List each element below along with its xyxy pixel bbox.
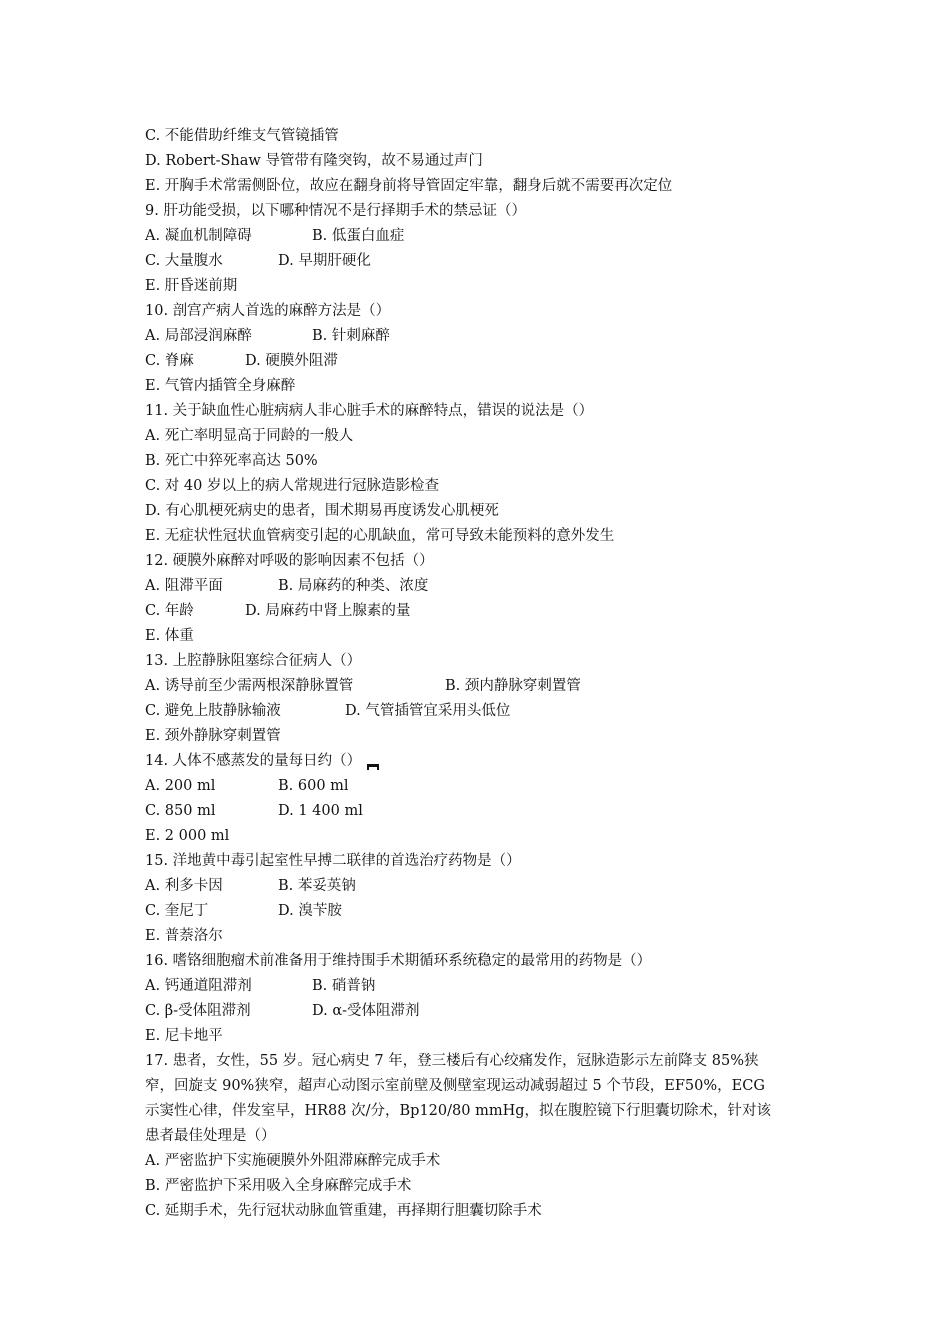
option-text: A. 局部浸润麻醉 xyxy=(145,328,252,344)
question-text: 14. 人体不感蒸发的量每日约（） xyxy=(145,753,362,769)
option-row xyxy=(145,224,805,249)
option-row xyxy=(145,774,805,799)
text-line xyxy=(145,1099,805,1124)
line-text: 9. 肝功能受损，以下哪种情况不是行择期手术的禁忌证（） xyxy=(145,203,526,219)
text-line xyxy=(145,449,805,474)
option-row xyxy=(145,899,805,924)
line-text: C. 对 40 岁以上的病人常规进行冠脉造影检查 xyxy=(145,478,439,494)
text-line xyxy=(145,849,805,874)
option-text: C. 年龄 xyxy=(145,603,194,619)
option-row xyxy=(145,799,805,824)
option-row xyxy=(145,699,805,724)
option-text: C. 850 ml xyxy=(145,803,216,819)
line-text: 11. 关于缺血性心脏病病人非心脏手术的麻醉特点，错误的说法是（） xyxy=(145,403,594,419)
text-line xyxy=(145,1174,805,1199)
line-text: E. 体重 xyxy=(145,628,194,644)
option-text: B. 颈内静脉穿刺置管 xyxy=(445,678,581,694)
text-line xyxy=(145,474,805,499)
option-row xyxy=(145,674,805,699)
line-text: C. 不能借助纤维支气管镜插管 xyxy=(145,128,339,144)
line-text: D. 有心肌梗死病史的患者，围术期易再度诱发心肌梗死 xyxy=(145,503,499,519)
line-text: 15. 洋地黄中毒引起室性早搏二联律的首选治疗药物是（） xyxy=(145,853,521,869)
option-row xyxy=(145,599,805,624)
text-line xyxy=(145,949,805,974)
text-line xyxy=(145,549,805,574)
line-text: E. 开胸手术常需侧卧位，故应在翻身前将导管固定牢靠，翻身后就不需要再次定位 xyxy=(145,178,673,194)
line-text: 16. 嗜铬细胞瘤术前准备用于维持围手术期循环系统稳定的最常用的药物是（） xyxy=(145,953,652,969)
option-text: B. 针刺麻醉 xyxy=(312,328,390,344)
line-text: 13. 上腔静脉阻塞综合征病人（） xyxy=(145,653,362,669)
option-text: D. 气管插管宜采用头低位 xyxy=(345,703,511,719)
option-text: D. α-受体阻滞剂 xyxy=(312,1003,420,1019)
option-text: A. 钙通道阻滞剂 xyxy=(145,978,252,994)
text-line xyxy=(145,1049,805,1074)
option-text: C. 大量腹水 xyxy=(145,253,223,269)
text-line xyxy=(145,299,805,324)
text-line xyxy=(145,624,805,649)
text-line xyxy=(145,1199,805,1224)
line-text: 17. 患者，女性，55 岁。冠心病史 7 年，登三楼后有心绞痛发作，冠脉造影示左前降支 85%狭 xyxy=(145,1053,759,1069)
line-text: D. Robert-Shaw 导管带有隆突钩，故不易通过声门 xyxy=(145,153,483,169)
option-text: C. 避免上肢静脉输液 xyxy=(145,703,281,719)
line-text: 窄，回旋支 90%狭窄，超声心动图示室前壁及侧壁室现运动减弱超过 5 个节段，EF50%，ECG xyxy=(145,1078,765,1094)
option-text: C. 奎尼丁 xyxy=(145,903,209,919)
option-text: A. 阻滞平面 xyxy=(145,578,223,594)
option-text: A. 凝血机制障碍 xyxy=(145,228,252,244)
text-line xyxy=(145,924,805,949)
line-text: E. 颈外静脉穿刺置管 xyxy=(145,728,281,744)
option-row xyxy=(145,249,805,274)
text-line xyxy=(145,1074,805,1099)
option-row xyxy=(145,349,805,374)
text-line xyxy=(145,374,805,399)
line-text: E. 2 000 ml xyxy=(145,828,230,844)
line-text: E. 无症状性冠状血管病变引起的心肌缺血，常可导致未能预料的意外发生 xyxy=(145,528,615,544)
text-line xyxy=(145,499,805,524)
line-text: E. 气管内插管全身麻醉 xyxy=(145,378,296,394)
text-line xyxy=(145,1149,805,1174)
text-line xyxy=(145,199,805,224)
option-text: B. 局麻药的种类、浓度 xyxy=(278,578,429,594)
text-line xyxy=(145,399,805,424)
option-row xyxy=(145,324,805,349)
text-line xyxy=(145,649,805,674)
option-text: A. 诱导前至少需两根深静脉置管 xyxy=(145,678,354,694)
line-text: 患者最佳处理是（） xyxy=(145,1128,276,1144)
option-text: B. 600 ml xyxy=(278,778,349,794)
text-line xyxy=(145,1124,805,1149)
text-line xyxy=(145,149,805,174)
text-line xyxy=(145,174,805,199)
option-text: D. 早期肝硬化 xyxy=(278,253,371,269)
option-text: B. 苯妥英钠 xyxy=(278,878,356,894)
text-line xyxy=(145,824,805,849)
line-text: C. 延期手术，先行冠状动脉血管重建，再择期行胆囊切除手术 xyxy=(145,1203,542,1219)
option-row xyxy=(145,574,805,599)
line-text: 12. 硬膜外麻醉对呼吸的影响因素不包括（） xyxy=(145,553,434,569)
text-line xyxy=(145,124,805,149)
line-text: A. 严密监护下实施硬膜外外阻滞麻醉完成手术 xyxy=(145,1153,441,1169)
option-row xyxy=(145,999,805,1024)
option-row xyxy=(145,874,805,899)
option-text: D. 溴苄胺 xyxy=(278,903,342,919)
text-line xyxy=(145,1024,805,1049)
text-line xyxy=(145,424,805,449)
option-row xyxy=(145,974,805,999)
option-text: B. 低蛋白血症 xyxy=(312,228,405,244)
line-text: E. 尼卡地平 xyxy=(145,1028,223,1044)
option-text: A. 利多卡因 xyxy=(145,878,223,894)
text-line xyxy=(145,724,805,749)
line-text: B. 死亡中猝死率高达 50% xyxy=(145,453,318,469)
option-text: C. 脊麻 xyxy=(145,353,194,369)
line-text: E. 普萘洛尔 xyxy=(145,928,223,944)
bracket-mark-icon xyxy=(367,764,379,770)
question-list xyxy=(145,124,805,1224)
option-text: D. 局麻药中肾上腺素的量 xyxy=(245,603,411,619)
question-line xyxy=(145,749,805,774)
text-line xyxy=(145,274,805,299)
line-text: B. 严密监护下采用吸入全身麻醉完成手术 xyxy=(145,1178,412,1194)
option-text: D. 硬膜外阻滞 xyxy=(245,353,338,369)
text-line xyxy=(145,524,805,549)
line-text: A. 死亡率明显高于同龄的一般人 xyxy=(145,428,354,444)
option-text: A. 200 ml xyxy=(145,778,216,794)
option-text: C. β-受体阻滞剂 xyxy=(145,1003,251,1019)
line-text: 示窦性心律，伴发室早，HR88 次/分，Bp120/80 mmHg，拟在腹腔镜下行胆囊切除术，针对该 xyxy=(145,1103,771,1119)
line-text: 10. 剖宫产病人首选的麻醉方法是（） xyxy=(145,303,391,319)
option-text: B. 硝普钠 xyxy=(312,978,376,994)
line-text: E. 肝昏迷前期 xyxy=(145,278,238,294)
option-text: D. 1 400 ml xyxy=(278,803,363,819)
